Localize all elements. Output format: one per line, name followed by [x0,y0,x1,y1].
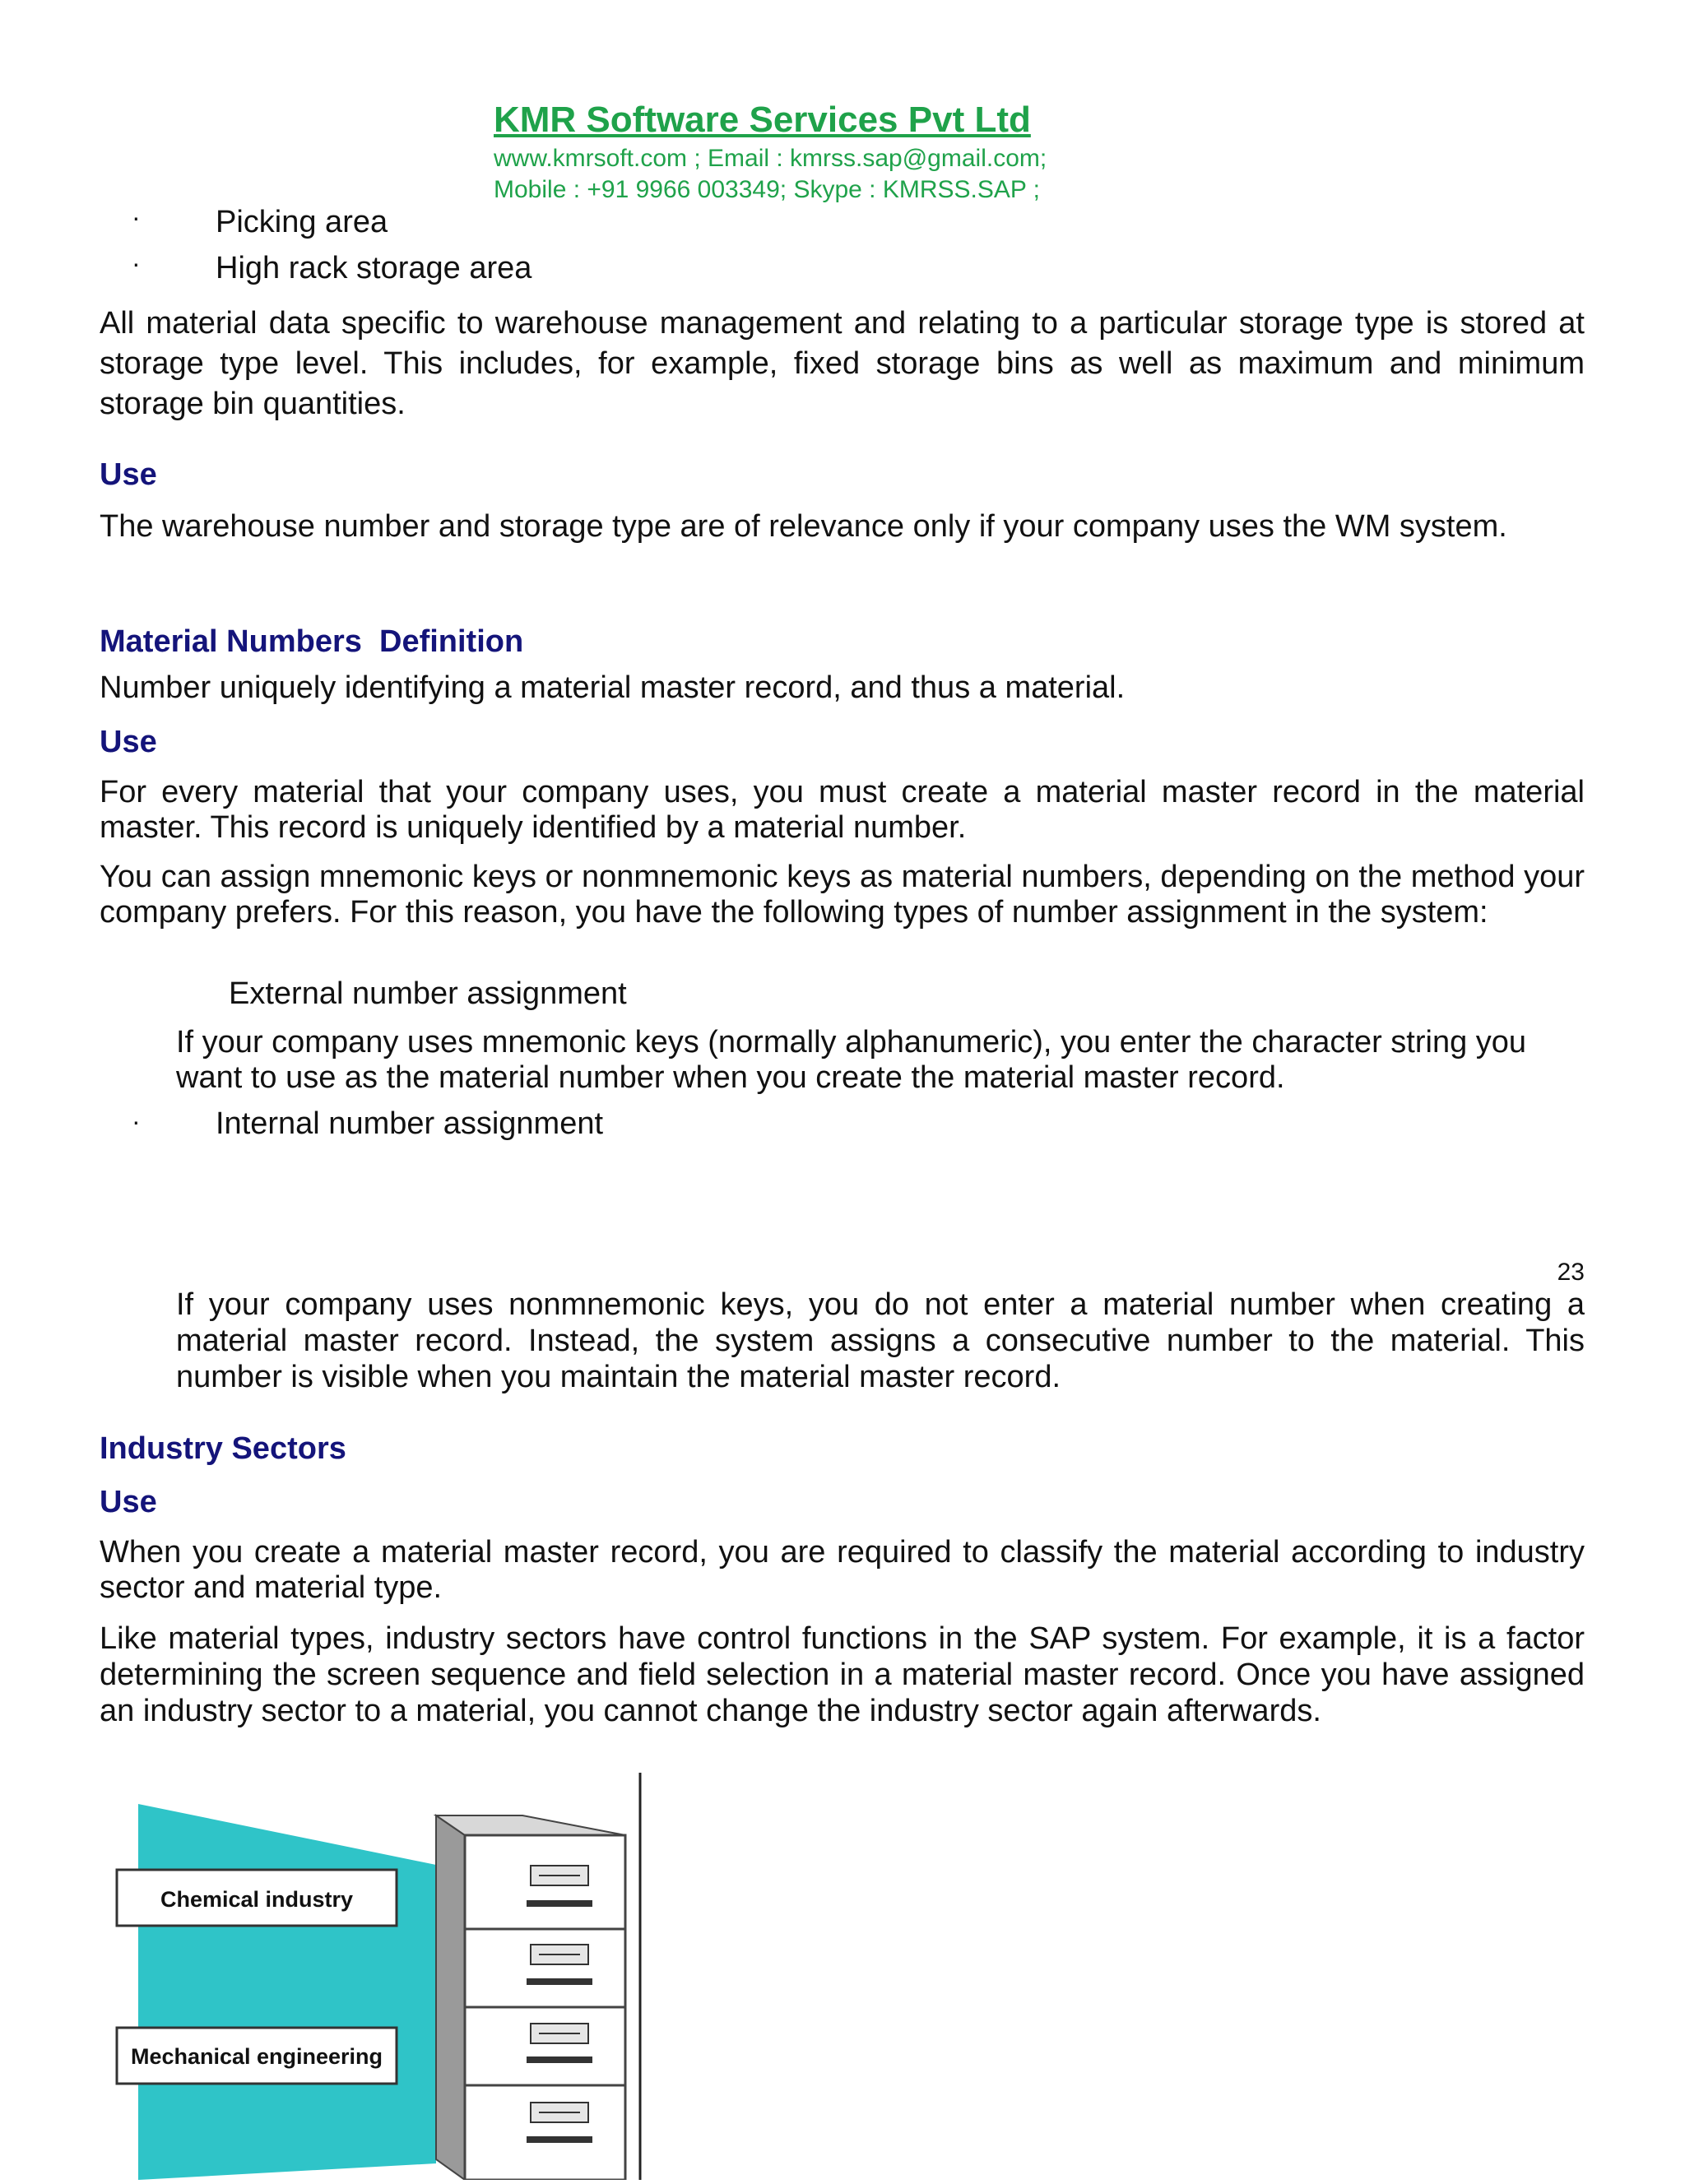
label-mechanical-engineering: Mechanical engineering [130,2044,383,2069]
cabinet-side [436,1815,465,2180]
external-number-assignment-label: External number assignment [229,976,627,1011]
industry-sector-figure [99,1773,646,2180]
contact-line-phone-skype: Mobile : +91 9966 003349; Skype : KMRSS.SAP ; [494,176,1041,203]
industry-classification-paragraph: When you create a material master record, you are required to classify the material according to industry sector and material type. [100,1535,1585,1605]
bullet-item-high-rack: High rack storage area [216,251,532,285]
industry-control-functions-paragraph: Like material types, industry sectors have control functions in the SAP system. For example, it is a factor determining the screen sequence and field selection in a material master record. Once you have assigned an industry sector to a material, you cannot change the industry sector again afterwards. [100,1621,1585,1728]
material-number-use-paragraph: For every material that your company uses, you must create a material master record in the material master. This record is uniquely identified by a material number. [100,775,1585,845]
use-heading: Use [100,457,157,492]
bullet-dot: · [132,202,141,232]
bullet-dot: · [132,1106,141,1136]
external-number-assignment-text: If your company uses mnemonic keys (normally alphanumeric), you enter the character string you want to use as the material number when you create the material master record. [176,1025,1527,1095]
page-header [494,97,1234,206]
internal-number-assignment-text: If your company uses nonmnemonic keys, you do not enter a material number when creating a material master record. Instead, the system assigns a consecutive number to the material. This number is visible when you maintain the material master record. [176,1287,1585,1394]
company-name: KMR Software Services Pvt Ltd [494,100,1031,140]
use-heading: Use [100,725,157,759]
material-number-definition: Number uniquely identifying a material master record, and thus a material. [100,670,1126,705]
industry-sectors-heading: Industry Sectors [100,1431,346,1466]
industry-sector-diagram [99,1773,646,2180]
use-paragraph: The warehouse number and storage type are of relevance only if your company uses the WM system. [100,509,1507,544]
cabinet-drawer-4 [527,2103,592,2143]
bullet-item-picking-area: Picking area [216,205,388,239]
contact-line-web-email: www.kmrsoft.com ; Email : kmrss.sap@gmail.com; [494,145,1047,172]
number-assignment-paragraph: You can assign mnemonic keys or nonmnemonic keys as material numbers, depending on the method your company prefers. For this reason, you have the following types of number assignment in the system: [100,860,1585,930]
storage-type-paragraph: All material data specific to warehouse management and relating to a particular storage type is stored at storage type level. This includes, for example, fixed storage bins as well as maximum and minimum storage bin quantities. [100,306,1585,421]
bullet-dot: · [132,248,141,278]
cabinet-top [436,1815,625,1835]
funnel-shape [138,1804,436,2180]
material-numbers-heading: Material Numbers Definition [100,624,524,659]
label-chemical-industry: Chemical industry [160,1887,354,1912]
internal-number-assignment-label: Internal number assignment [216,1106,604,1141]
page-number: 23 [1557,1259,1585,1286]
use-heading: Use [100,1485,157,1519]
